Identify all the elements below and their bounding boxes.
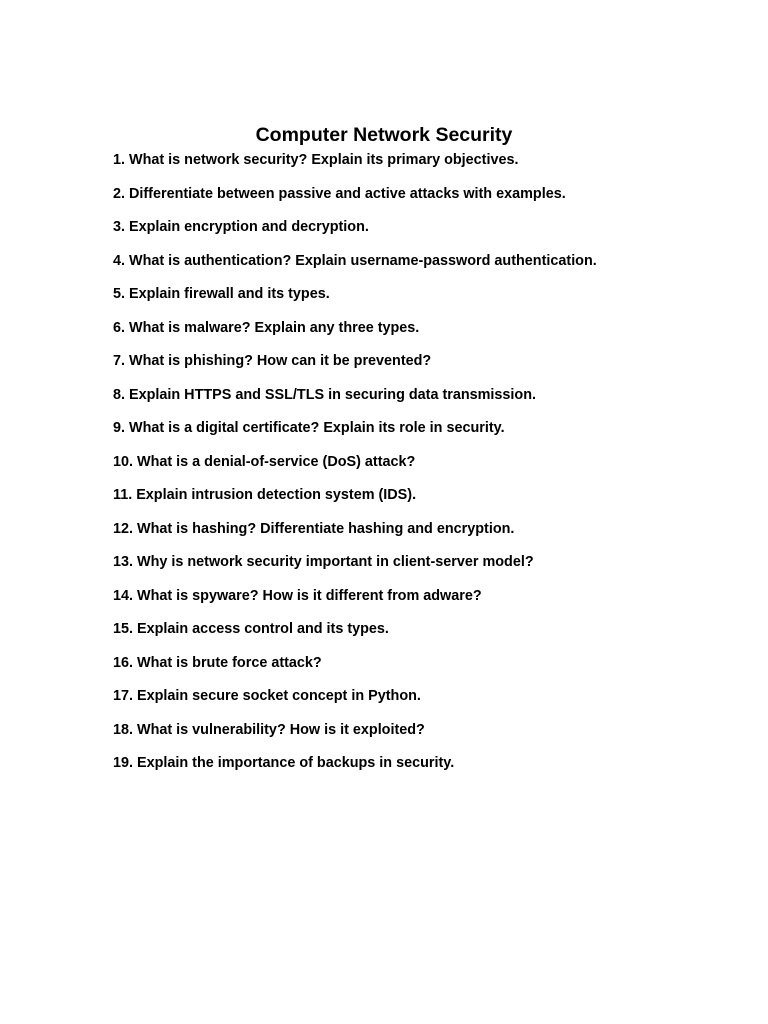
question-item: 4. What is authentication? Explain username-password authentication. [113,252,597,269]
question-item: 14. What is spyware? How is it different from adware? [113,587,482,604]
question-item: 1. What is network security? Explain its primary objectives. [113,152,519,168]
question-item: 10. What is a denial-of-service (DoS) attack? [113,453,416,470]
question-item: 12. What is hashing? Differentiate hashing and encryption. [113,520,515,537]
document-title: Computer Network Security [255,124,513,146]
question-list [113,150,733,787]
question-item: 8. Explain HTTPS and SSL/TLS in securing data transmission. [113,386,537,403]
question-item: 18. What is vulnerability? How is it exploited? [113,721,425,738]
question-item: 3. Explain encryption and decryption. [113,219,369,235]
question-item: 17. Explain secure socket concept in Python. [113,688,421,704]
question-item: 19. Explain the importance of backups in security. [113,755,455,771]
question-item: 11. Explain intrusion detection system (IDS). [113,487,417,503]
question-item: 16. What is brute force attack? [113,654,322,671]
question-item: 13. Why is network security important in client-server model? [113,554,534,570]
question-item: 6. What is malware? Explain any three types. [113,319,420,336]
question-item: 5. Explain firewall and its types. [113,286,330,302]
question-item: 9. What is a digital certificate? Explain its role in security. [113,420,505,436]
question-item: 2. Differentiate between passive and active attacks with examples. [113,185,566,202]
question-item: 15. Explain access control and its types. [113,621,389,637]
question-item: 7. What is phishing? How can it be prevented? [113,353,432,369]
